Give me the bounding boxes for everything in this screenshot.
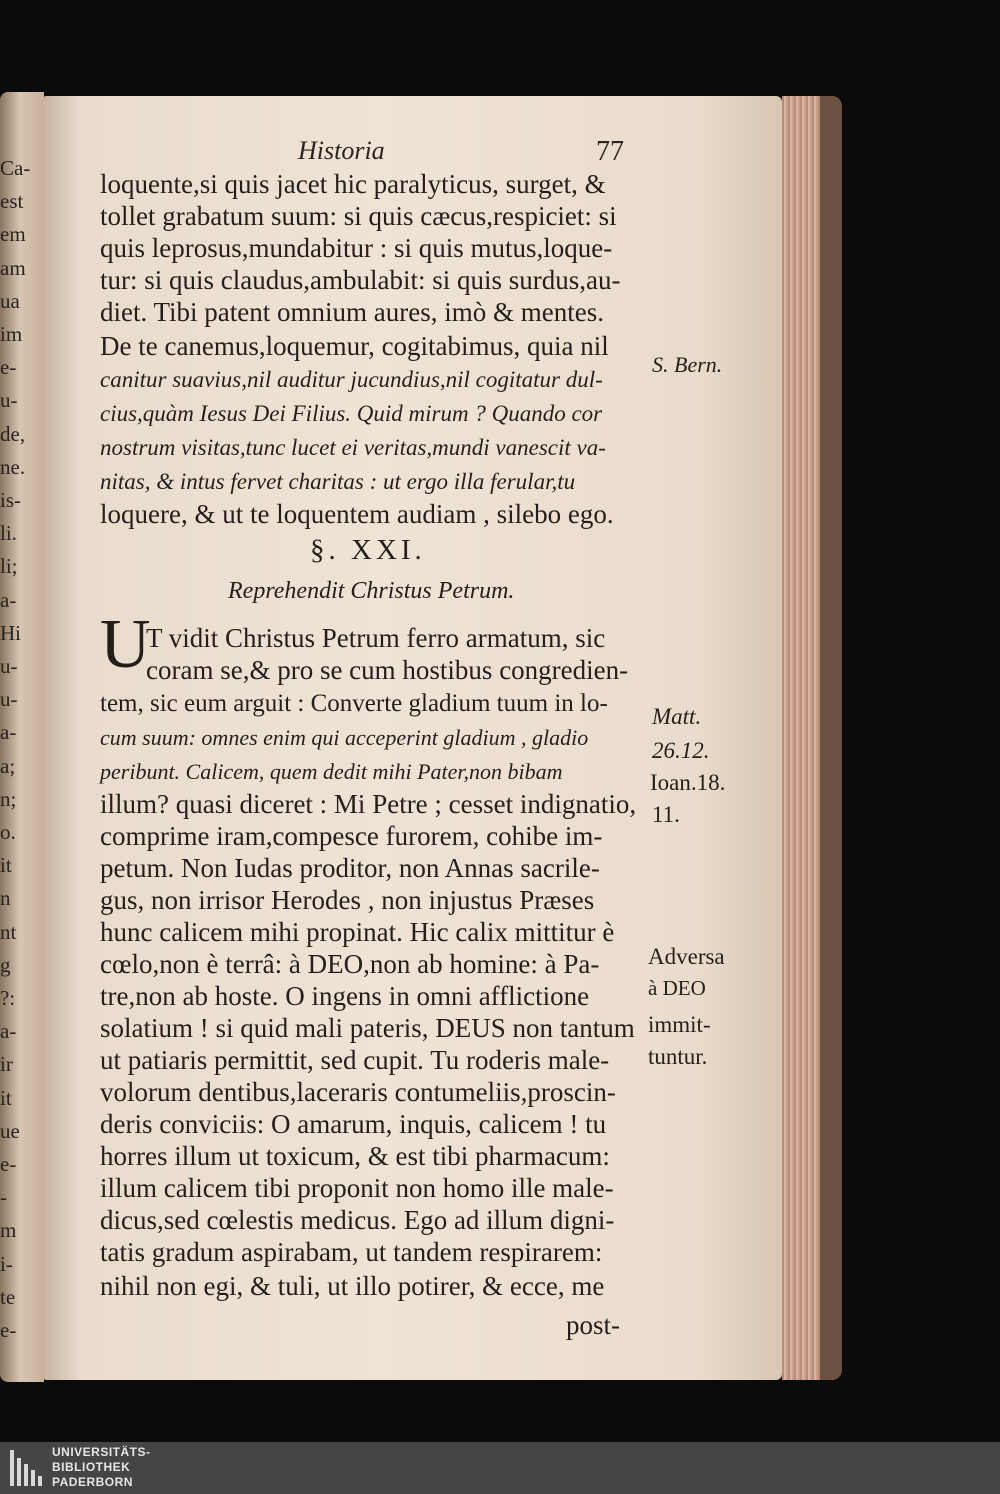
margin-note-line: immit- <box>648 1012 711 1037</box>
text-line: De te canemus,loquemur, cogitabimus, quia nil <box>100 331 609 361</box>
section-subtitle: Reprehendit Christus Petrum. <box>228 578 515 604</box>
facing-page-fragment: is- <box>0 488 21 512</box>
facing-page-fragment: est <box>0 189 24 214</box>
facing-page-fragment: Ca- <box>0 156 31 180</box>
text-line: coram se,& pro se cum hostibus congredien- <box>146 655 629 685</box>
facing-page-fragment: te <box>0 1284 16 1309</box>
facing-page-fragment: n; <box>0 786 17 811</box>
facing-page-fragment: ?: <box>0 986 16 1010</box>
facing-page-fragment: de, <box>0 421 26 446</box>
margin-note-bernard: S. Bern. <box>652 352 723 377</box>
library-logo-icon <box>10 1450 44 1486</box>
text-line: tem, sic eum arguit : Converte gladium tuum in lo- <box>100 690 608 717</box>
text-line: cius,quàm Iesus Dei Filius. Quid mirum ? Quando cor <box>100 401 603 426</box>
text-line: nihil non egi, & tuli, ut illo potirer, & ecce, me <box>100 1271 605 1301</box>
text-line: ut patiaris permittit, sed cupit. Tu roderis male- <box>100 1045 610 1075</box>
facing-page-fragment: i- <box>0 1251 13 1276</box>
text-line: dicus,sed cœlestis medicus. Ego ad illum digni- <box>100 1205 615 1235</box>
text-line: nostrum visitas,tunc lucet ei veritas,mundi vanescit va- <box>100 435 606 460</box>
text-line: comprime iram,compesce furorem, cohibe im- <box>100 821 603 851</box>
text-line: petum. Non Iudas proditor, non Annas sacrile- <box>100 853 600 883</box>
text-line: tre,non ab hoste. O ingens in omni afflictione <box>100 981 590 1011</box>
text-line: tatis gradum aspirabam, ut tandem respirarem: <box>100 1237 603 1267</box>
text-line: tur: si quis claudus,ambulabit: si quis surdus,au- <box>100 265 621 295</box>
facing-page-fragment: im <box>0 322 23 346</box>
facing-page-fragment: ne. <box>0 454 26 479</box>
facing-page-fragment: a- <box>0 587 17 612</box>
margin-note-line: Matt. <box>652 704 702 729</box>
text-line: nitas, & intus fervet charitas : ut ergo illa ferular,tu <box>100 469 576 494</box>
facing-page-fragment: li. <box>0 521 17 546</box>
margin-note-line: tuntur. <box>648 1044 708 1069</box>
text-line: cœlo,non è terrâ: à DEO,non ab homine: à Pa- <box>100 949 600 979</box>
facing-page-fragment: ue <box>0 1118 20 1143</box>
facing-page-fragment: li; <box>0 554 18 579</box>
library-name-line: PADERBORN <box>52 1475 133 1489</box>
facing-page-fragment: a- <box>0 1019 17 1044</box>
text-line: solatium ! si quid mali pateris, DEUS non tantum <box>100 1013 635 1043</box>
facing-page-fragment: em <box>0 222 26 247</box>
facing-page-fragment: e- <box>0 1152 17 1176</box>
facing-page-fragment: Hi <box>0 620 21 645</box>
facing-page-fragment: o. <box>0 820 16 844</box>
margin-note-line: 26.12. <box>652 738 710 763</box>
text-line: illum? quasi diceret : Mi Petre ; cesset indignatio, <box>100 789 637 819</box>
text-line: loquere, & ut te loquentem audiam , silebo ego. <box>100 499 614 529</box>
facing-page-fragment: a; <box>0 753 16 778</box>
running-title: Historia <box>298 136 385 165</box>
text-line: cum suum: omnes enim qui acceperint gladium , gladio <box>100 725 589 750</box>
text-line: deris conviciis: O amarum, inquis, calicem ! tu <box>100 1109 607 1139</box>
text-line: quis leprosus,mundabitur : si quis mutus,loque- <box>100 233 613 263</box>
margin-note-line: 11. <box>652 802 680 827</box>
margin-note-line: à DEO <box>648 976 706 1000</box>
facing-page-fragment: ua <box>0 288 20 313</box>
text-line: tollet grabatum suum: si quis cæcus,respiciet: si <box>100 201 617 231</box>
facing-page-fragment: n <box>0 886 11 911</box>
facing-page-fragment: e- <box>0 355 17 380</box>
text-line: loquente,si quis jacet hic paralyticus, surget, & <box>100 169 606 199</box>
drop-cap: U <box>100 606 151 683</box>
book-cover-edge <box>820 96 842 1380</box>
library-name-line: BIBLIOTHEK <box>52 1460 131 1474</box>
facing-page-fragment: it <box>0 1085 12 1110</box>
library-footer <box>0 1442 1000 1494</box>
facing-page-fragment: a- <box>0 720 17 745</box>
facing-page-fragment: u- <box>0 388 18 413</box>
margin-note-line: Ioan.18. <box>650 770 726 795</box>
facing-page-fragment: e- <box>0 1318 17 1342</box>
text-line: T vidit Christus Petrum ferro armatum, sic <box>146 623 606 653</box>
text-line: peribunt. Calicem, quem dedit mihi Pater,non bibam <box>100 759 563 784</box>
facing-page-fragment: it <box>0 853 12 878</box>
text-line: horres illum ut toxicum, & est tibi pharmacum: <box>100 1141 610 1171</box>
library-name <box>52 1445 151 1490</box>
text-line: diet. Tibi patent omnium aures, imò & mentes. <box>100 297 604 327</box>
section-title: §. XXI. <box>310 534 426 566</box>
facing-page-fragment: g <box>0 952 11 977</box>
margin-note-line: Adversa <box>648 944 725 969</box>
text-line: illum calicem tibi proponit non homo ille male- <box>100 1173 614 1203</box>
facing-page-fragment: u- <box>0 687 18 712</box>
facing-page-edge <box>0 92 44 1382</box>
facing-page-fragment: - <box>0 1185 7 1210</box>
facing-page-fragment: am <box>0 255 26 280</box>
facing-page-fragment: ir <box>0 1052 13 1077</box>
facing-page-fragment: m <box>0 1218 17 1243</box>
facing-page-fragment: nt <box>0 919 17 944</box>
catchword: post- <box>566 1310 620 1340</box>
text-line: hunc calicem mihi propinat. Hic calix mittitur è <box>100 917 615 947</box>
facing-page-fragment: u- <box>0 654 18 678</box>
text-line: gus, non irrisor Herodes , non injustus Præses <box>100 885 595 915</box>
page-number: 77 <box>596 136 624 167</box>
text-line: canitur suavius,nil auditur jucundius,nil cogitatur dul- <box>100 367 603 392</box>
text-line: volorum dentibus,laceraris contumeliis,proscin- <box>100 1077 616 1107</box>
library-name-line: UNIVERSITÄTS- <box>52 1445 151 1459</box>
